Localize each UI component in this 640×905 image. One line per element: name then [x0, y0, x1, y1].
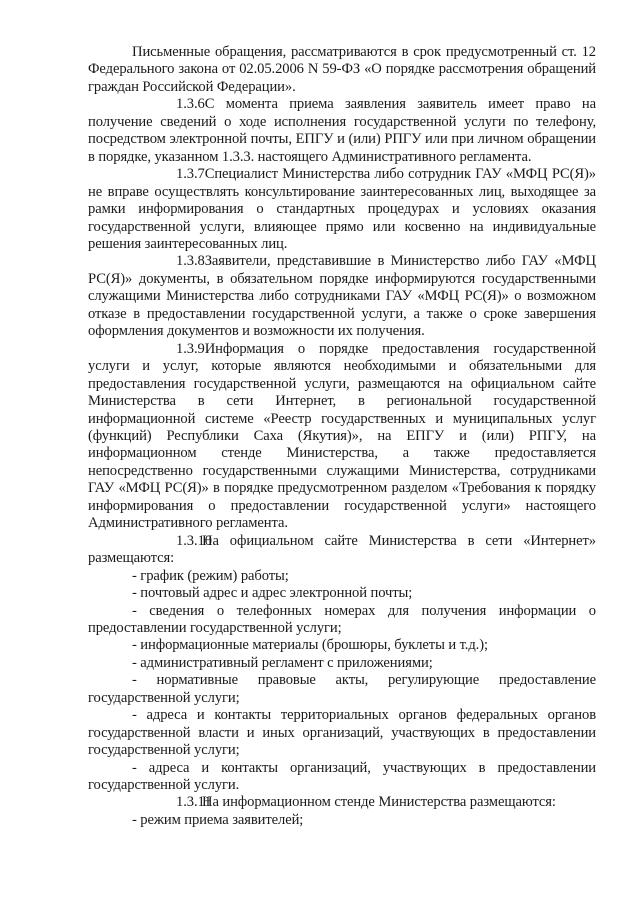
list-item: - почтовый адрес и адрес электронной почты; — [132, 585, 413, 602]
list-item: - сведения о телефонных номерах для получения информации о предоставлении государственной услуги; — [88, 602, 596, 636]
paragraph-number: 1.3.6 — [176, 96, 205, 113]
paragraph-1-3-9 — [88, 341, 596, 533]
paragraph-text: Письменные обращения, рассматриваются в срок предусмотренный ст. 12 Федерального закона от 02.05.2006 N 59-ФЗ «О порядке рассмотрения обращений граждан Российской Федерации». — [88, 44, 596, 95]
document-page — [88, 44, 596, 829]
paragraph-text: Заявители, представившие в Министерство либо ГАУ «МФЦ РС(Я)» документы, в обязательном порядке информируются государственными служащими Министерства либо сотрудниками ГАУ «МФЦ РС(Я)» о возможном отказе в предоставлении государственной услуги, а также о сроке завершения оформления документов и возможности их получения. — [88, 253, 596, 340]
paragraph-number: 1.3.11 — [176, 794, 212, 811]
paragraph-text: На информационном стенде Министерства размещаются: — [202, 794, 556, 811]
paragraph-number: 1.3.9 — [176, 340, 205, 357]
paragraph-written-appeals — [88, 44, 596, 96]
paragraph-number: 1.3.8 — [176, 253, 205, 270]
list-item: - административный регламент с приложениями; — [132, 654, 433, 671]
list-item: - адреса и контакты организаций, участвующих в предоставлении государственной услуги. — [88, 759, 596, 794]
paragraph-text: С момента приема заявления заявитель имеет право на получение сведений о ходе исполнения государственной услуги по телефону, посредством электронной почты, ЕПГУ и (или) РПГУ или при личном обращении в порядке, указанном 1.3.3. настоящего Административного регламента. — [88, 96, 596, 165]
paragraph-number: 1.3.10 — [176, 532, 212, 549]
paragraph-text: Информация о порядке предоставления государственной услуги и услуг, которые являются необходимыми и обязательными для предоставления государственной услуги, размещаются на официальном сайте Министерства в сети Интернет, в региональной государственной информационной системе «Реестр государственных и муниципальных услуг (функций) Республики Саха (Якутия)», на ЕПГУ и (или) РПГУ, на информационном стенде Министерства, а также предоставляется непосредственно государственными служащими Министерства, сотрудниками ГАУ «МФЦ РС(Я)» в порядке предусмотренном разделом «Требования к порядку информирования о предоставлении государственной услуги» настоящего Административного регламента. — [88, 340, 596, 532]
paragraph-number: 1.3.7 — [176, 166, 205, 183]
list-item: - график (режим) работы; — [132, 567, 289, 584]
paragraph-1-3-8 — [88, 253, 596, 340]
paragraph-text: Специалист Министерства либо сотрудник ГАУ «МФЦ РС(Я)» не вправе осуществлять консультирование заинтересованных лиц, выходящее за рамки информирования о стандартных процедурах и условиях оказания государственной услуги, влияющее прямо или косвенно на индивидуальные решения заинтересованных лиц. — [88, 166, 596, 252]
paragraph-1-3-6 — [88, 96, 596, 166]
paragraph-1-3-10 — [88, 533, 596, 568]
paragraph-text: На официальном сайте Министерства в сети «Интернет» размещаются: — [88, 532, 596, 567]
paragraph-1-3-11 — [88, 794, 596, 811]
list-item: - адреса и контакты территориальных органов федеральных органов государственной власти и иных организаций, участвующих в предоставлении государственной услуги; — [88, 707, 596, 759]
list-item: - режим приема заявителей; — [132, 811, 304, 828]
paragraph-1-3-7 — [88, 166, 596, 253]
list-item: - информационные материалы (брошюры, буклеты и т.д.); — [132, 637, 488, 654]
list-item: - нормативные правовые акты, регулирующие предоставление государственной услуги; — [88, 672, 596, 706]
